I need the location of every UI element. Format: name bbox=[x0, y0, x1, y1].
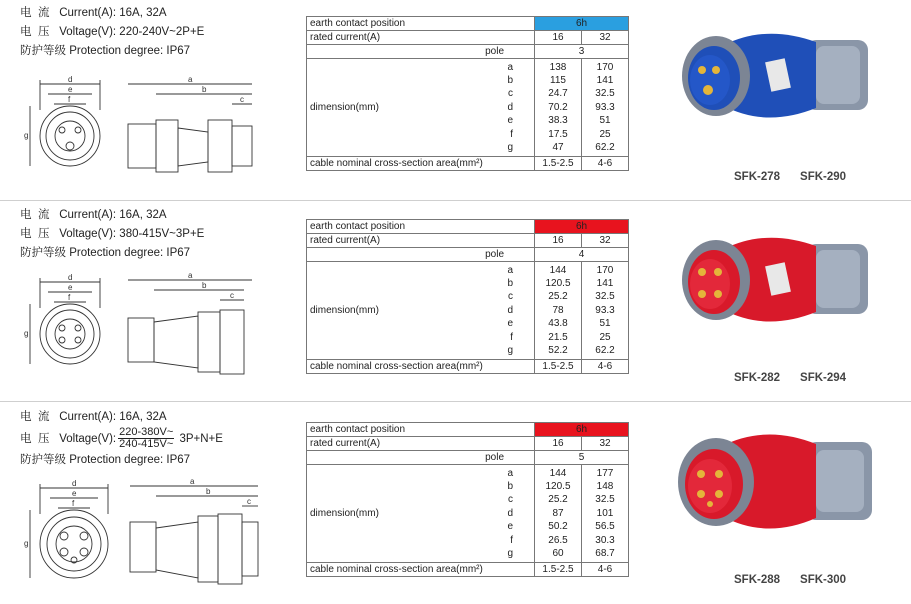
dimension-drawing bbox=[18, 272, 278, 392]
label-b: b bbox=[202, 85, 207, 94]
label-d: d bbox=[68, 273, 73, 282]
earth-position-badge: 6h bbox=[535, 220, 629, 234]
current-spec: Current(A): 16A, 32A bbox=[59, 7, 167, 19]
label-b: b bbox=[202, 281, 207, 290]
voltage-range: $\frac{220-380V\sim}{240-415V\sim}$ bbox=[119, 426, 174, 451]
earth-position-badge: 6h bbox=[535, 423, 629, 437]
product-photo bbox=[656, 416, 896, 581]
voltage-spec: Voltage(V): 220-240V~2P+E bbox=[59, 26, 205, 38]
product-photo bbox=[656, 10, 896, 175]
current-spec: Current(A): 16A, 32A bbox=[59, 411, 167, 423]
label-a: a bbox=[190, 478, 195, 486]
product-row-2 bbox=[0, 202, 911, 402]
label-d: d bbox=[72, 479, 77, 488]
spec-text: 电 流 Current(A): 16A, 32A 电 压 Voltage(V): 220-240V~2P+E 防护等级 Protection degree: IP67 bbox=[20, 7, 205, 57]
protection-spec: Protection degree: IP67 bbox=[69, 247, 191, 259]
label-b: b bbox=[206, 487, 211, 496]
protection-spec: Protection degree: IP67 bbox=[69, 45, 191, 57]
label-a: a bbox=[188, 75, 193, 84]
dimension-drawing bbox=[18, 70, 278, 190]
section-divider bbox=[0, 401, 911, 402]
label-e: e bbox=[72, 489, 77, 498]
label-c: c bbox=[230, 291, 234, 300]
dimension-drawing bbox=[18, 478, 278, 598]
spec-text: 电 流 Current(A): 16A, 32A 电 压 Voltage(V): 380-415V~3P+E 防护等级 Protection degree: IP67 bbox=[20, 209, 205, 259]
earth-position-badge: 6h bbox=[535, 17, 629, 31]
protection-spec: Protection degree: IP67 bbox=[69, 454, 191, 466]
label-c: c bbox=[247, 497, 251, 506]
label-f: f bbox=[68, 95, 71, 104]
model-label: SFK-290 bbox=[800, 171, 847, 183]
section-divider bbox=[0, 200, 911, 201]
model-label: SFK-278 bbox=[734, 171, 781, 183]
model-label: SFK-282 bbox=[734, 372, 781, 384]
label-d: d bbox=[68, 75, 73, 84]
label-g: g bbox=[24, 329, 29, 338]
spec-table: earth contact position 6h rated current(A) 16 32 pole 3 dimension(mm) a b c d e f g 138 115 24.7 70.2 38.3 17.5 47 170 141 32.5 93.3 51 25 62.2 cable nominal cross-section area(mm²) 1.5-2.5 4-6 bbox=[306, 16, 629, 171]
product-row-1 bbox=[0, 0, 911, 200]
label-e: e bbox=[68, 85, 73, 94]
voltage-spec: Voltage(V): 380-415V~3P+E bbox=[59, 228, 205, 240]
label-g: g bbox=[24, 539, 29, 548]
spec-table: earth contact position 6h rated current(A) 16 32 pole 4 dimension(mm) a b c d e f g 144 120.5 25.2 78 43.8 21.5 52.2 170 141 32.5 93.3 51 25 62.2 cable nominal cross-section area(mm²) 1.5-2.5 4-6 bbox=[306, 219, 629, 374]
model-numbers bbox=[734, 171, 866, 183]
label-e: e bbox=[68, 283, 73, 292]
model-label: SFK-294 bbox=[800, 372, 847, 384]
label-g: g bbox=[24, 131, 29, 140]
label-f: f bbox=[68, 293, 71, 302]
model-label: SFK-288 bbox=[734, 574, 781, 586]
model-numbers bbox=[734, 372, 866, 384]
product-photo bbox=[656, 214, 896, 379]
label-f: f bbox=[72, 499, 75, 508]
label-c: c bbox=[240, 95, 244, 104]
spec-text: 电 流 Current(A): 16A, 32A 电 压 Voltage(V): $\frac{220-380V\sim}{240-415V\sim} 3P+N+E$ 防护等级 Protection degree: IP67 bbox=[20, 411, 223, 466]
label-a: a bbox=[188, 272, 193, 280]
model-label: SFK-300 bbox=[800, 574, 847, 586]
spec-table: earth contact position 6h rated current(A) 16 32 pole 5 dimension(mm) a b c d e f g 144 120.5 25.2 87 50.2 26.5 60 177 148 32.5 101 56.5 30.3 68.7 cable nominal cross-section area(mm²) 1.5-2.5 4-6 bbox=[306, 422, 629, 577]
current-spec: Current(A): 16A, 32A bbox=[59, 209, 167, 221]
product-row-3 bbox=[0, 404, 911, 604]
model-numbers bbox=[734, 574, 866, 586]
